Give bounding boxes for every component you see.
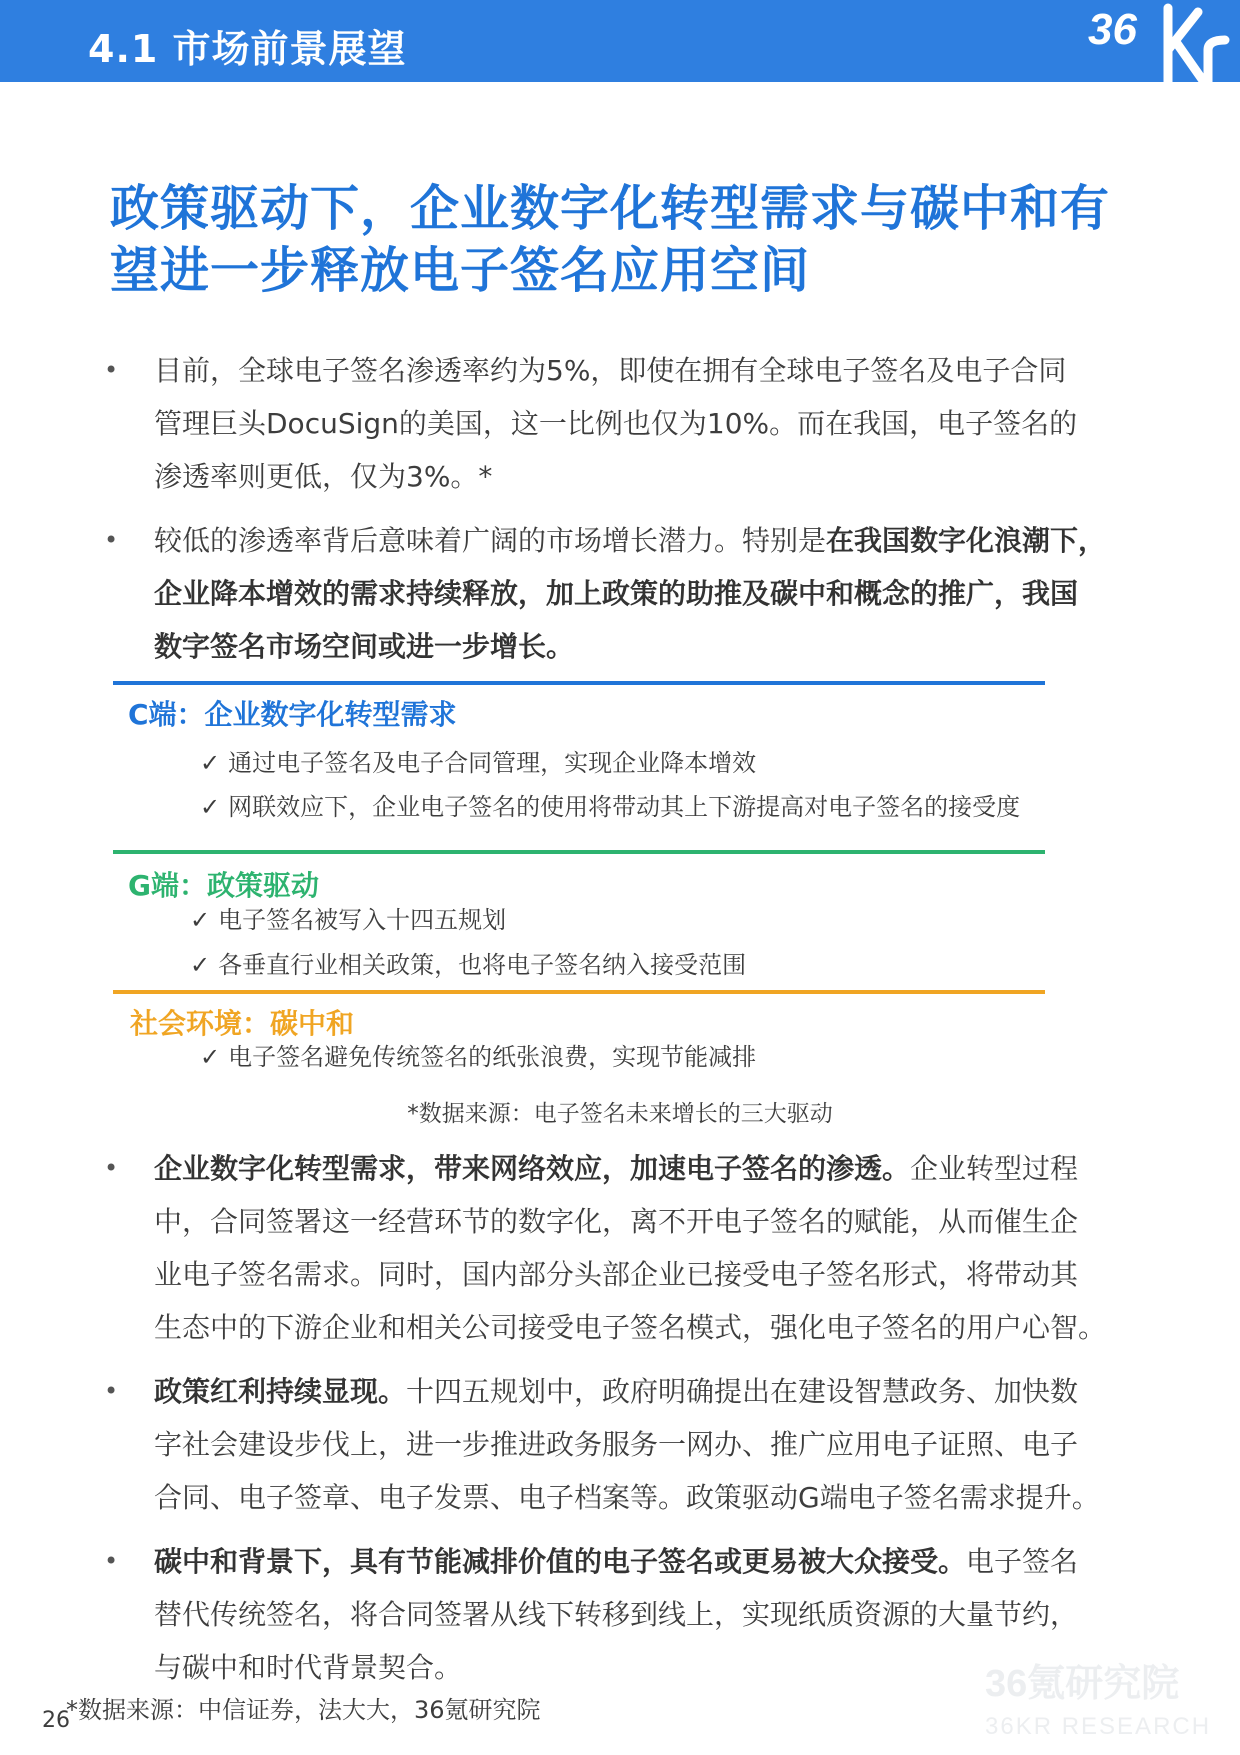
analysis-bullets xyxy=(104,1142,1154,1694)
page-number: 26 xyxy=(42,1708,70,1733)
headline-line-1: 政策驱动下，企业数字化转型需求与碳中和有 xyxy=(110,180,1111,237)
social-item: ✓ 电子签名避免传统签名的纸张浪费，实现节能减排 xyxy=(200,1043,757,1071)
g-side-divider xyxy=(113,850,1045,854)
social-title: 社会环境：碳中和 xyxy=(130,1007,355,1040)
c-side-title: C端：企业数字化转型需求 xyxy=(128,698,457,731)
source-note: *数据来源：中信证券，法大大，36氪研究院 xyxy=(66,1696,541,1724)
c-side-item: ✓ 网联效应下，企业电子签名的使用将带动其上下游提高对电子签名的接受度 xyxy=(200,793,1021,821)
g-side-title: G端：政策驱动 xyxy=(128,869,319,902)
36kr-logo xyxy=(1080,0,1240,82)
svg-text:36氪研究院: 36氪研究院 xyxy=(985,1663,1180,1705)
check-icon: ✓ xyxy=(200,793,221,821)
check-icon: ✓ xyxy=(200,1043,221,1071)
g-side-item: ✓ 各垂直行业相关政策，也将电子签名纳入接受范围 xyxy=(190,951,747,979)
bullet-carbon-neutral: • 碳中和背景下，具有节能减排价值的电子签名或更易被大众接受。电子签名 替代传统签名，将合同签署从线下转移到线上，实现纸质资源的大量节约， 与碳中和时代背景契合。 xyxy=(104,1535,1154,1694)
g-side-item: ✓ 电子签名被写入十四五规划 xyxy=(190,906,507,934)
bullet-digital-transformation: • 企业数字化转型需求，带来网络效应，加速电子签名的渗透。企业转型过程 中，合同签署这一经营环节的数字化，离不开电子签名的赋能，从而催生企 业电子签名需求。同时，国内部分头部企业已接受电子签名形式，将带动其 生态中的下游企业和相关公司接受电子签名模式，强化电子签名的用户心智。 xyxy=(104,1142,1154,1354)
bullet-penetration: • 目前，全球电子签名渗透率约为5%，即使在拥有全球电子签名及电子合同 管理巨头DocuSign的美国，这一比例也仅为10%。而在我国，电子签名的 渗透率则更低，仅为3%。* xyxy=(104,344,1154,503)
diagram-caption: *数据来源：电子签名未来增长的三大驱动 xyxy=(407,1101,833,1127)
bullet-market-potential: • 较低的渗透率背后意味着广阔的市场增长潜力。特别是在我国数字化浪潮下， 企业降本增效的需求持续释放，加上政策的助推及碳中和概念的推广，我国 数字签名市场空间或进一步增长。 xyxy=(104,514,1154,673)
headline-line-2: 望进一步释放电子签名应用空间 xyxy=(110,242,811,299)
c-side-divider xyxy=(113,681,1045,685)
c-side-item: ✓ 通过电子签名及电子合同管理，实现企业降本增效 xyxy=(200,749,757,777)
svg-text:36: 36 xyxy=(1088,5,1137,54)
header-bar xyxy=(0,0,1240,82)
check-icon: ✓ xyxy=(200,749,221,777)
bullet-policy: • 政策红利持续显现。十四五规划中，政府明确提出在建设智慧政务、加快数 字社会建设步伐上，进一步推进政务服务一网办、推广应用电子证照、电子 合同、电子签章、电子发票、电子档案等。政策驱动G端电子签名需求提升。 xyxy=(104,1365,1154,1524)
svg-text:36KR RESEARCH: 36KR RESEARCH xyxy=(985,1713,1212,1740)
headline xyxy=(110,178,1140,302)
section-title: 4.1 市场前景展望 xyxy=(88,27,407,71)
check-icon: ✓ xyxy=(190,951,211,979)
intro-bullets xyxy=(104,344,1154,673)
watermark-logo xyxy=(985,1652,1225,1747)
social-divider xyxy=(113,990,1045,994)
check-icon: ✓ xyxy=(190,906,211,934)
